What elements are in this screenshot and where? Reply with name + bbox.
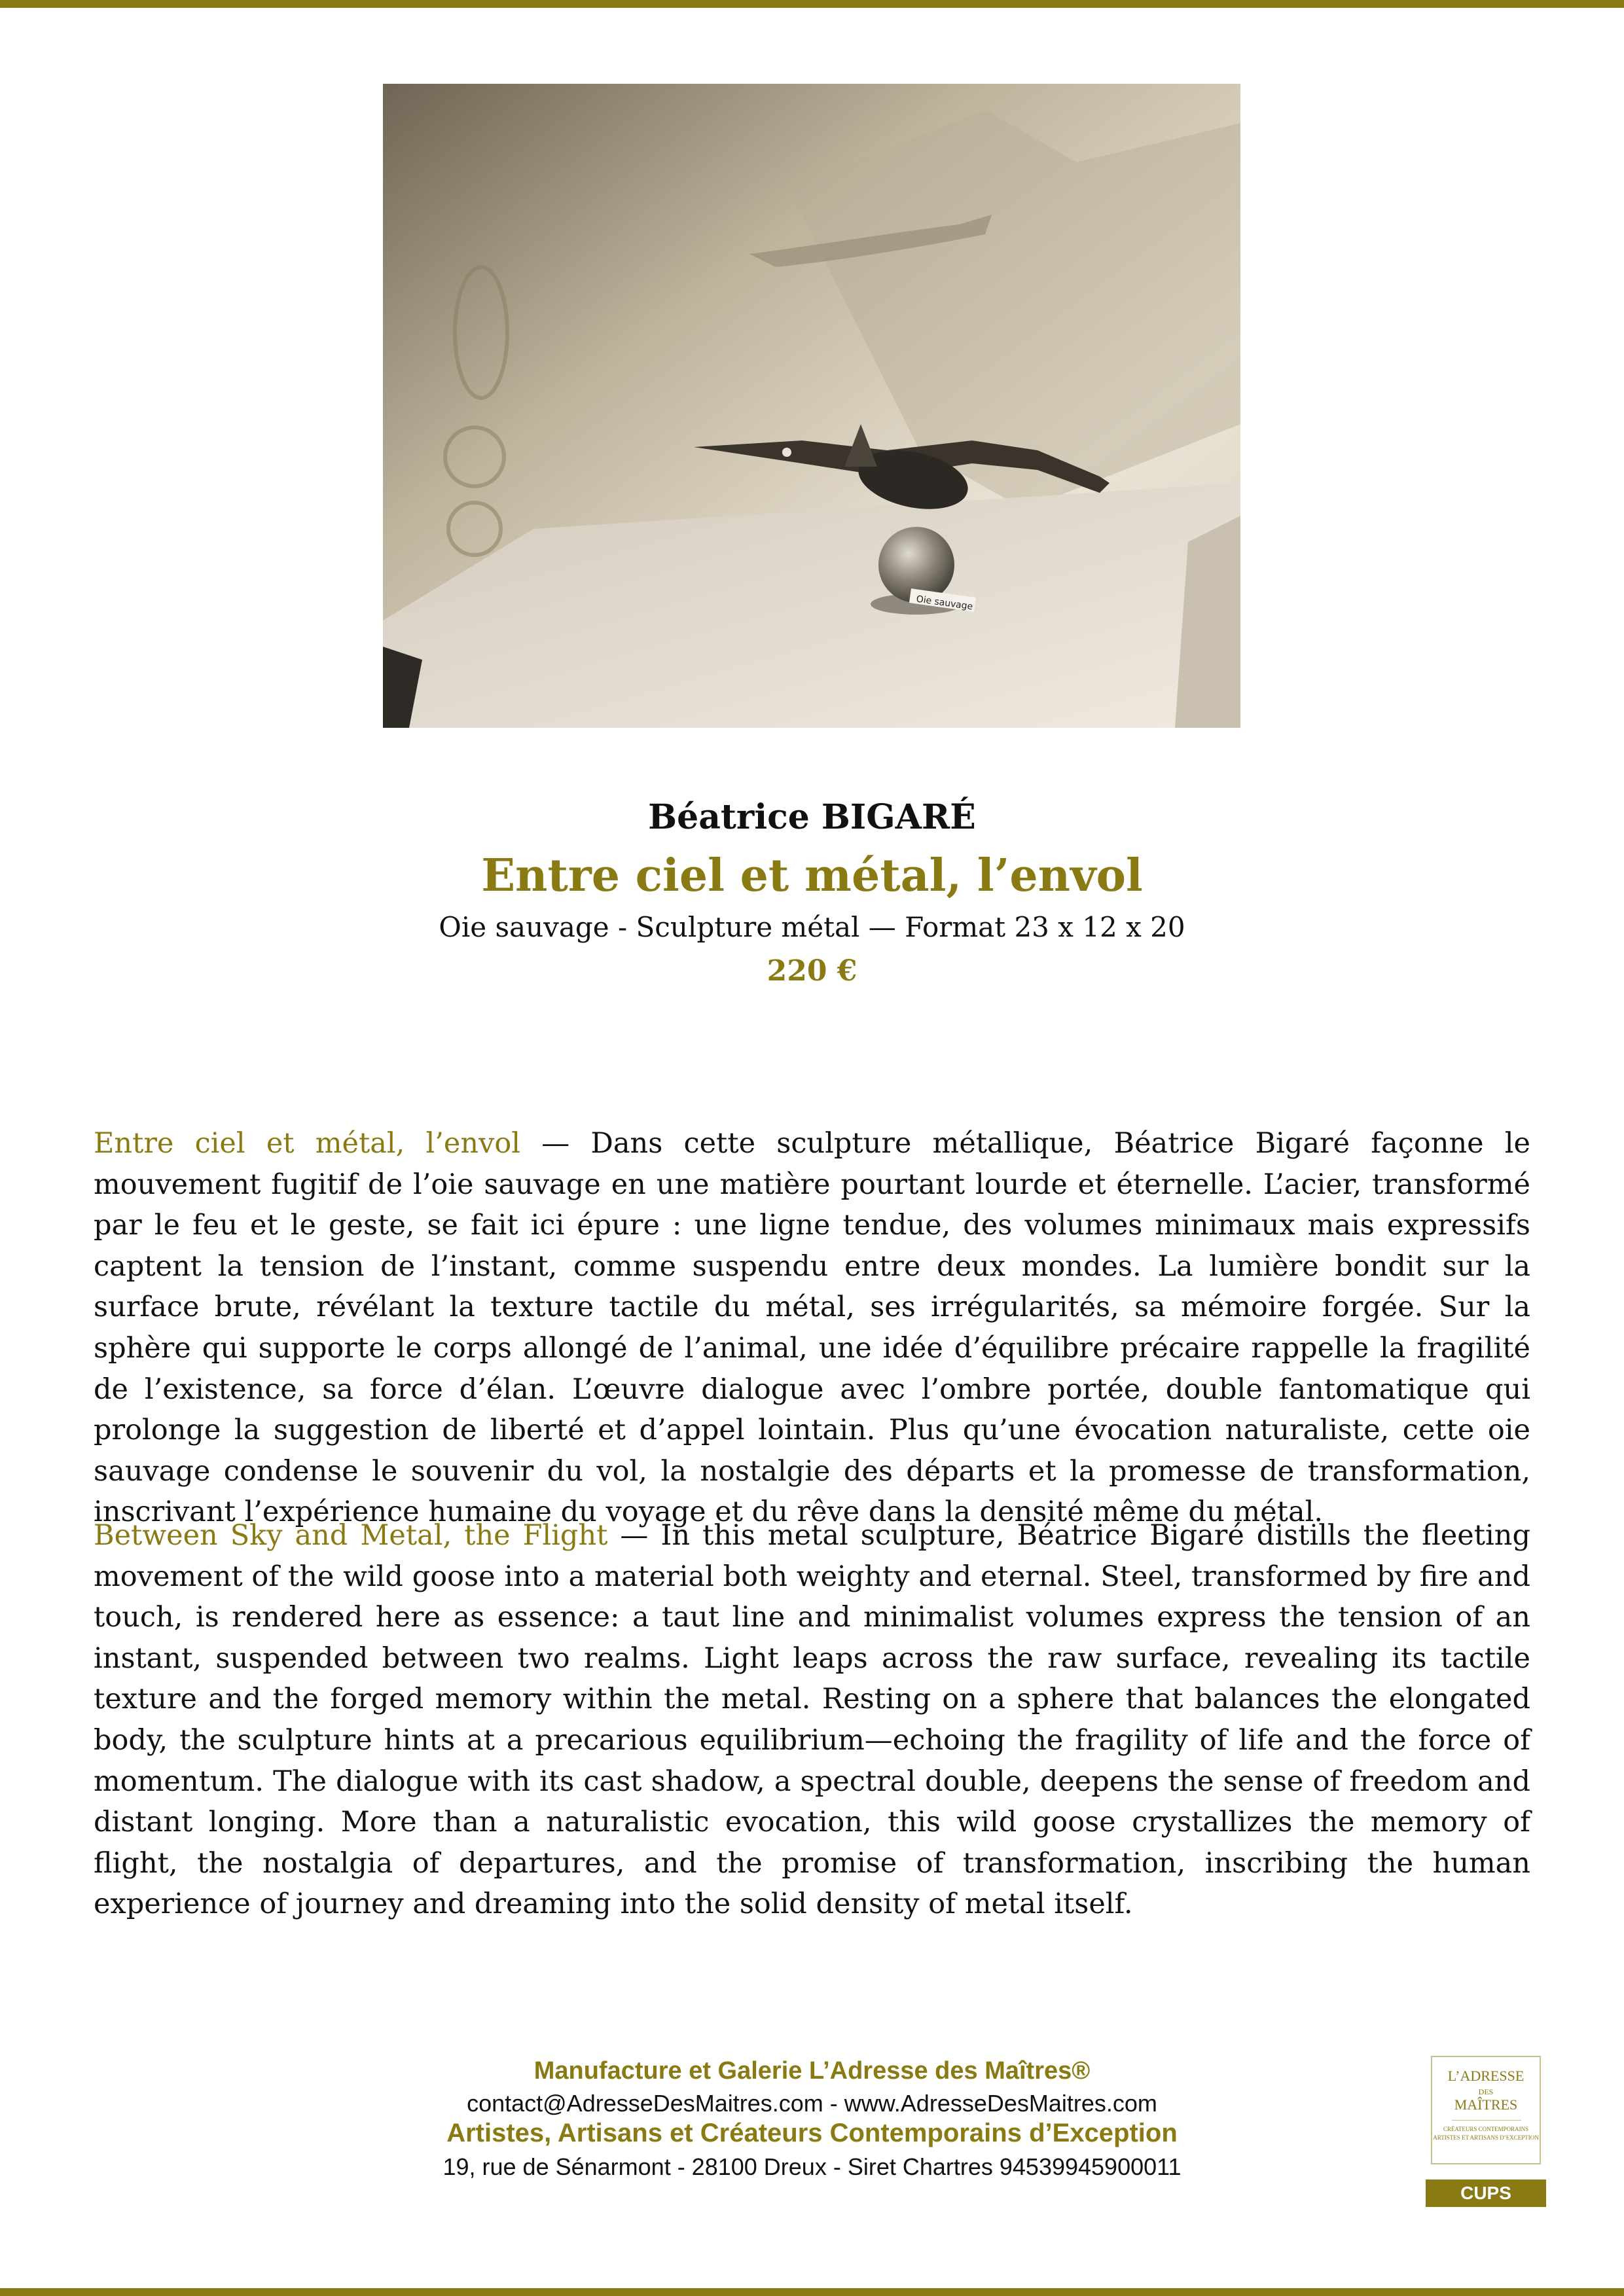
footer-company: Manufacture et Galerie L’Adresse des Maîtres® [533, 2057, 1091, 2085]
footer-address: 19, rue de Sénarmont - 28100 Dreux - Siret Chartres 94539945900011 [442, 2153, 1182, 2180]
cups-badge: CUPS [1426, 2179, 1546, 2207]
top-rule [0, 0, 1624, 8]
description-fr-lead: Entre ciel et métal, l’envol [94, 1127, 521, 1160]
logo-divider [1452, 2120, 1521, 2121]
description-fr-text: — Dans cette sculpture métallique, Béatrice Bigaré façonne le mouvement fugitif de l’oie sauvage en une matière pourtant lourde et éternelle. L’acier, transformé par le feu et le geste, se fait ici épure : une ligne tendue, des volumes minimaux mais expressifs captent la tension de l’instant, comme suspendu entre deux mondes. La lumière bondit sur la surface brute, révélant la texture tactile du métal, ses irrégularités, sa mémoire forgée. Sur la sphère qui supporte le corps allongé de l’animal, une idée d’équilibre précaire rappelle la fragilité de l’existence, sa force d’élan. L’œuvre dialogue avec l’ombre portée, double fantomatique qui prolonge la suggestion de liberté et d’appel lointain. Plus qu’une évocation naturaliste, cette oie sauvage condense le souvenir du vol, la nostalgie des départs et la promesse de transformation, inscrivant l’expérience humaine du voyage et du rêve dans la densité même du métal. [94, 1127, 1530, 1529]
logo-line-3: MAÎTRES [1454, 2096, 1518, 2113]
logo-line-1: L’ADRESSE [1447, 2068, 1525, 2084]
description-en [94, 1515, 1530, 1925]
footer-contact: contact@AdresseDesMaitres.com - www.AdresseDesMaitres.com [467, 2090, 1157, 2117]
logo-line-2: DES [1478, 2087, 1494, 2096]
artist-name: Béatrice BIGARÉ [648, 797, 976, 837]
gallery-logo [1431, 2056, 1541, 2164]
artwork-details: Oie sauvage - Sculpture métal — Format 23 x 12 x 20 [439, 911, 1185, 943]
photo-label: Oie sauvage [915, 594, 974, 613]
artwork-price: 220 € [767, 954, 857, 988]
description-en-lead: Between Sky and Metal, the Flight [94, 1519, 608, 1552]
logo-subline: CRÉATEURS CONTEMPORAINS ARTISTES ET ARTISANS D’EXCEPTION [1433, 2126, 1539, 2141]
artwork-photo [383, 84, 1240, 728]
description-fr [94, 1123, 1530, 1533]
artwork-title: Entre ciel et métal, l’envol [481, 850, 1143, 902]
bottom-rule [0, 2288, 1624, 2296]
footer-tagline: Artistes, Artisans et Créateurs Contemporains d’Exception [446, 2119, 1178, 2147]
description-en-text: — In this metal sculpture, Béatrice Bigaré distills the fleeting movement of the wild goose into a material both weighty and eternal. Steel, transformed by fire and touch, is rendered here as essence: a taut line and minimalist volumes express the tension of an instant, suspended between two realms. Light leaps across the raw surface, revealing its tactile texture and the forged memory within the metal. Resting on a sphere that balances the elongated body, the sculpture hints at a precarious equilibrium—echoing the fragility of life and the force of momentum. The dialogue with its cast shadow, a spectral double, deepens the sense of freedom and distant longing. More than a naturalistic evocation, this wild goose crystallizes the memory of flight, the nostalgia of departures, and the promise of transformation, inscribing the human experience of journey and dreaming into the solid density of metal itself. [94, 1519, 1530, 1921]
